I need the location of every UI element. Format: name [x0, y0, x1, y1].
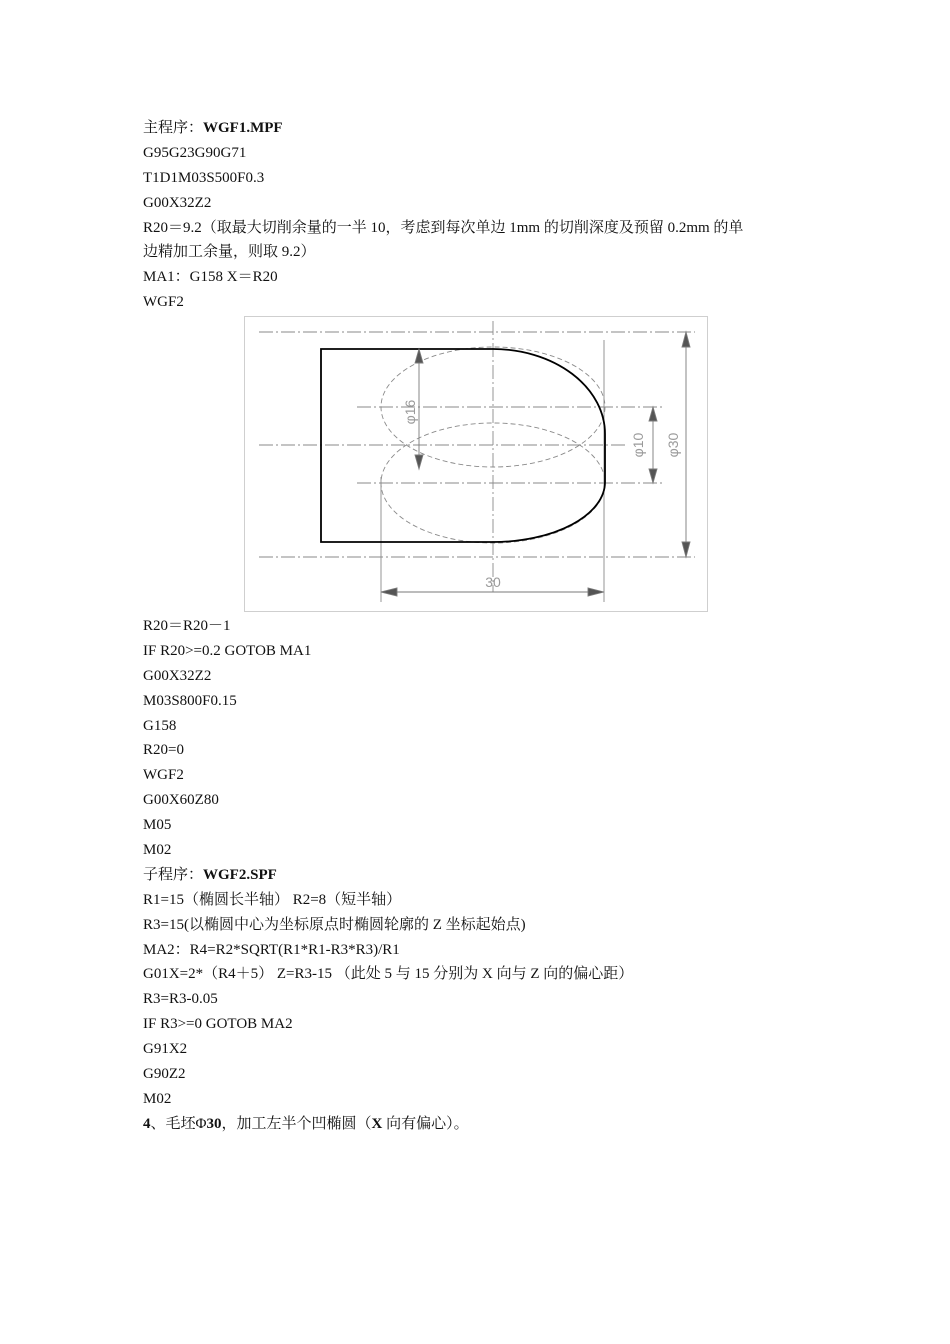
drawing-svg	[245, 317, 707, 611]
code-line: G95G23G90G71	[143, 144, 247, 161]
sub-program-title: 子程序：WGF2.SPF	[143, 866, 277, 883]
code-line: M03S800F0.15	[143, 692, 237, 709]
code-line: G00X32Z2	[143, 667, 212, 684]
code-line-r20-part2: 边精加工余量，则取 9.2）	[143, 244, 316, 261]
arrow-icon	[682, 542, 690, 557]
arrow-icon	[649, 469, 657, 483]
arrow-icon	[415, 349, 423, 363]
dim-label-phi16: φ16	[402, 399, 418, 425]
code-line: WGF2	[143, 767, 184, 784]
code-line: G01X=2*（R4＋5） Z=R3-15 （此处 5 与 15 分别为 X 向与 Z 向的偏心距）	[143, 966, 634, 983]
code-line: G00X60Z80	[143, 792, 219, 809]
code-line: R20=0	[143, 742, 184, 759]
main-program-continued	[143, 614, 823, 1137]
dim-label-phi10: φ10	[630, 432, 646, 458]
arrow-icon	[682, 332, 690, 347]
code-line: M02	[143, 842, 172, 859]
code-line: R3=15(以椭圆中心为坐标原点时椭圆轮廓的 Z 坐标起始点)	[143, 916, 526, 933]
main-program-block	[143, 116, 823, 315]
part-outline	[321, 349, 605, 542]
sub-program-name: WGF2.SPF	[203, 866, 277, 883]
main-program-name: WGF1.MPF	[203, 120, 283, 136]
code-line: G91X2	[143, 1041, 188, 1058]
code-line: G00X32Z2	[143, 194, 212, 211]
code-line: IF R20>=0.2 GOTOB MA1	[143, 642, 312, 659]
code-line-r20-part1: R20＝9.2（取最大切削余量的一半 10，考虑到每次单边 1mm 的切削深度及预留 0.2mm 的单	[143, 219, 744, 236]
dim-label-phi30: φ30	[665, 432, 681, 458]
code-line: G158	[143, 717, 177, 734]
code-line-ma1: MA1：G158 X＝R20	[143, 269, 278, 286]
arrow-icon	[381, 588, 397, 596]
code-line: M05	[143, 817, 172, 834]
arrow-icon	[415, 455, 423, 469]
arrow-icon	[588, 588, 604, 596]
code-line: IF R3>=0 GOTOB MA2	[143, 1016, 293, 1033]
code-line: MA2：R4=R2*SQRT(R1*R1-R3*R3)/R1	[143, 941, 400, 958]
code-line: G90Z2	[143, 1066, 186, 1083]
dim-label-30: 30	[485, 574, 501, 590]
code-line-call: WGF2	[143, 294, 184, 311]
ellipse-part-drawing	[244, 316, 708, 612]
code-line: R1=15（椭圆长半轴） R2=8（短半轴）	[143, 891, 402, 908]
main-program-title: 主程序：WGF1.MPF	[143, 120, 283, 136]
code-line: T1D1M03S500F0.3	[143, 169, 265, 186]
code-line: R3=R3-0.05	[143, 991, 218, 1008]
code-line: M02	[143, 1090, 172, 1107]
section-4-heading: 4、毛坯Φ30，加工左半个凹椭圆（X 向有偏心）。	[143, 1115, 469, 1132]
arrow-icon	[649, 407, 657, 421]
code-line: R20＝R20－1	[143, 618, 231, 634]
